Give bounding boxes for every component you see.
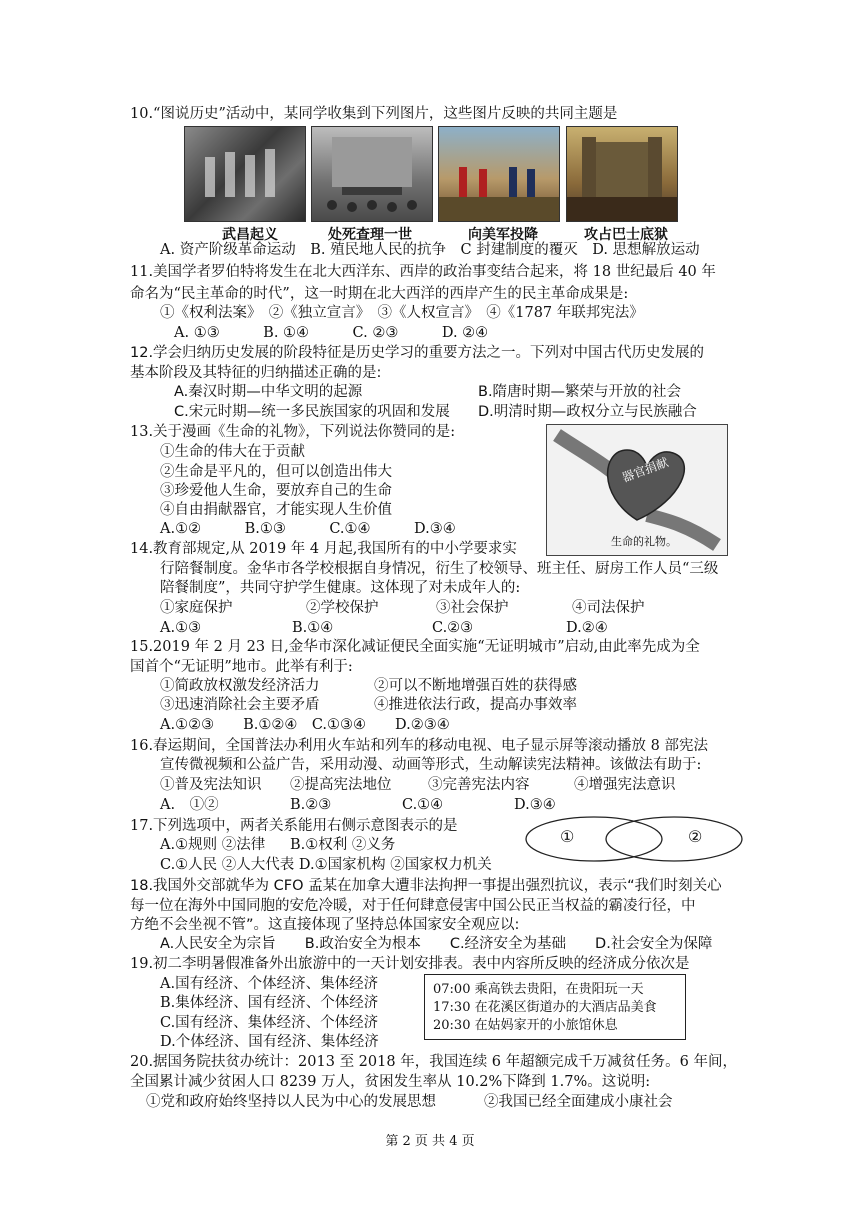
bastille-image <box>566 126 678 222</box>
q15-stem-line2: 国首个“无证明”地市。此举有利于: <box>130 659 353 675</box>
q16-option-d: D.③④ <box>514 797 556 813</box>
q14-item-2: ②学校保护 <box>306 600 379 616</box>
q12-option-a: A.秦汉时期—中华文明的起源 <box>174 384 363 400</box>
q11-options: A. ①③ B. ①④ C. ②③ D. ②④ <box>174 325 489 341</box>
q14-item-1: ①家庭保护 <box>160 600 233 616</box>
q18-stem-line3: 方绝不会坐视不管”。这直接体现了坚持总体国家安全观应以: <box>130 917 520 933</box>
q14-option-d: D.②④ <box>566 620 608 636</box>
q14-option-c: C.②③ <box>432 620 474 636</box>
q16-option-c: C.①④ <box>402 797 444 813</box>
q13-item-3: ③珍爱他人生命，要放弃自己的生命 <box>160 483 392 499</box>
venn-diagram <box>524 815 744 863</box>
schedule-row-1: 07:00 乘高铁去贵阳，在贵阳玩一天 <box>433 982 644 997</box>
q13-item-2: ②生命是平凡的，但可以创造出伟大 <box>160 464 392 480</box>
q14-stem-line2: 行陪餐制度。金华市各学校根据自身情况，衍生了校领导、班主任、厨房工作人员“三级 <box>160 561 719 577</box>
q16-item-2: ②提高宪法地位 <box>290 777 392 793</box>
surrender-image <box>438 126 560 222</box>
caption-4: 攻占巴士底狱 <box>584 227 668 243</box>
q10-stem: 10.“图说历史”活动中，某同学收集到下列图片，这些图片反映的共同主题是 <box>130 106 618 122</box>
caption-1: 武昌起义 <box>222 227 278 243</box>
q12-option-c: C.宋元时期—统一多民族国家的巩固和发展 <box>174 404 450 420</box>
q11-stem-line2: 命名为“民主革命的时代”，这一时期在北大西洋的西岸产生的民主革命成果是: <box>130 286 629 302</box>
q17-option-b: B.①权利 ②义务 <box>290 837 396 853</box>
q10-options: A. 资产阶级革命运动 B. 殖民地人民的抗争 C 封建制度的覆灭 D. 思想解放运动 <box>160 242 700 258</box>
q15-options: A.①②③ B.①②④ C.①③④ D.②③④ <box>160 717 450 733</box>
q13-options: A.①② B.①③ C.①④ D.③④ <box>160 521 456 537</box>
q16-option-a: A. ①② <box>160 797 219 813</box>
venn-label-2: ② <box>688 827 703 846</box>
q18-options: A.人民安全为宗旨 B.政治安全为根本 C.经济安全为基础 D.社会安全为保障 <box>160 936 713 952</box>
q15-item-1: ①简政放权激发经济活力 <box>160 678 320 694</box>
q13-stem: 13.关于漫画《生命的礼物》，下列说法你赞同的是: <box>130 424 456 440</box>
q19-option-d: D.个体经济、国有经济、集体经济 <box>160 1034 379 1050</box>
q15-item-4: ④推进依法行政，提高办事效率 <box>374 697 577 713</box>
q12-option-b: B.隋唐时期—繁荣与开放的社会 <box>478 384 682 400</box>
travel-schedule-box <box>424 974 686 1040</box>
venn-label-1: ① <box>560 827 575 846</box>
q16-option-b: B.②③ <box>290 797 332 813</box>
q20-item-2: ②我国已经全面建成小康社会 <box>484 1094 673 1110</box>
q14-stem-line1: 14.教育部规定,从 2019 年 4 月起,我国所有的中小学要求实 <box>130 541 517 557</box>
q14-item-3: ③社会保护 <box>436 600 509 616</box>
caption-3: 向美军投降 <box>468 227 538 243</box>
q17-stem: 17.下列选项中，两者关系能用右侧示意图表示的是 <box>130 818 458 834</box>
q12-option-d: D.明清时期—政权分立与民族融合 <box>478 404 697 420</box>
q19-option-b: B.集体经济、国有经济、个体经济 <box>160 995 379 1011</box>
q18-stem-line1: 18.我国外交部就华为 CFO 孟某在加拿大遭非法拘押一事提出强烈抗议，表示“我们时刻关心 <box>130 878 722 894</box>
q19-option-c: C.国有经济、集体经济、个体经济 <box>160 1015 379 1031</box>
q12-stem-line1: 12.学会归纳历史发展的阶段特征是历史学习的重要方法之一。下列对中国古代历史发展的 <box>130 345 705 361</box>
wuchang-uprising-image <box>184 126 306 222</box>
q20-item-1: ①党和政府始终坚持以人民为中心的发展思想 <box>146 1094 436 1110</box>
q11-items: ①《权利法案》 ②《独立宣言》 ③《人权宣言》 ④《1787 年联邦宪法》 <box>160 305 644 321</box>
q19-stem: 19.初二李明暑假准备外出旅游中的一天计划安排表。表中内容所反映的经济成分依次是 <box>130 956 690 972</box>
q16-item-4: ④增强宪法意识 <box>574 777 676 793</box>
q18-stem-line2: 每一位在海外中国同胞的安危冷暖，对于任何肆意侵害中国公民正当权益的霸凌行径，中 <box>130 898 696 914</box>
q15-item-3: ③迅速消除社会主要矛盾 <box>160 697 320 713</box>
q13-item-4: ④自由捐献器官，才能实现人生价值 <box>160 502 392 518</box>
q15-item-2: ②可以不断地增强百姓的获得感 <box>374 678 577 694</box>
q15-stem-line1: 15.2019 年 2 月 23 日,金华市深化减证便民全面实施“无证明城市”启动,由此率先成为全 <box>130 639 700 655</box>
q14-stem-line3: 陪餐制度”，共同守护学生健康。这体现了对未成年人的: <box>160 580 521 596</box>
q16-stem-line2: 宣传微视频和公益广告，采用动漫、动画等形式，生动解读宪法精神。该做法有助于: <box>160 757 702 773</box>
q16-item-1: ①普及宪法知识 <box>160 777 262 793</box>
q16-stem-line1: 16.春运期间，全国普法办利用火车站和列车的移动电视、电子显示屏等滚动播放 8 部宪法 <box>130 738 708 754</box>
schedule-row-3: 20:30 在姑妈家开的小旅馆休息 <box>433 1018 618 1033</box>
page-footer: 第 2 页 共 4 页 <box>385 1134 475 1149</box>
gift-of-life-cartoon <box>546 424 728 556</box>
q12-stem-line2: 基本阶段及其特征的归纳描述正确的是: <box>130 365 382 381</box>
execution-charles-image <box>311 126 433 222</box>
cartoon-caption: 生命的礼物。 <box>611 535 677 548</box>
q19-option-a: A.国有经济、个体经济、集体经济 <box>160 976 379 992</box>
q20-stem-line1: 20.据国务院扶贫办统计：2013 至 2018 年，我国连续 6 年超额完成千万减贫任务。6 年间， <box>130 1054 737 1070</box>
q14-option-b: B.①④ <box>292 620 334 636</box>
cartoon-heart-label: 器官捐献 <box>620 455 671 485</box>
q17-option-a: A.①规则 ②法律 <box>160 837 266 853</box>
q20-stem-line2: 全国累计减少贫困人口 8239 万人，贫困发生率从 10.2%下降到 1.7%。这说明: <box>130 1074 651 1090</box>
q14-option-a: A.①③ <box>160 620 202 636</box>
q14-item-4: ④司法保护 <box>572 600 645 616</box>
q16-item-3: ③完善宪法内容 <box>428 777 530 793</box>
caption-2: 处死查理一世 <box>328 227 412 243</box>
q11-stem-line1: 11.美国学者罗伯特将发生在北大西洋东、西岸的政治事变结合起来，将 18 世纪最后 40 年 <box>130 264 716 280</box>
q17-options-cd: C.①人民 ②人大代表 D.①国家机构 ②国家权力机关 <box>160 857 492 873</box>
q13-item-1: ①生命的伟大在于贡献 <box>160 444 305 460</box>
schedule-row-2: 17:30 在花溪区街道办的大酒店品美食 <box>433 1000 657 1015</box>
